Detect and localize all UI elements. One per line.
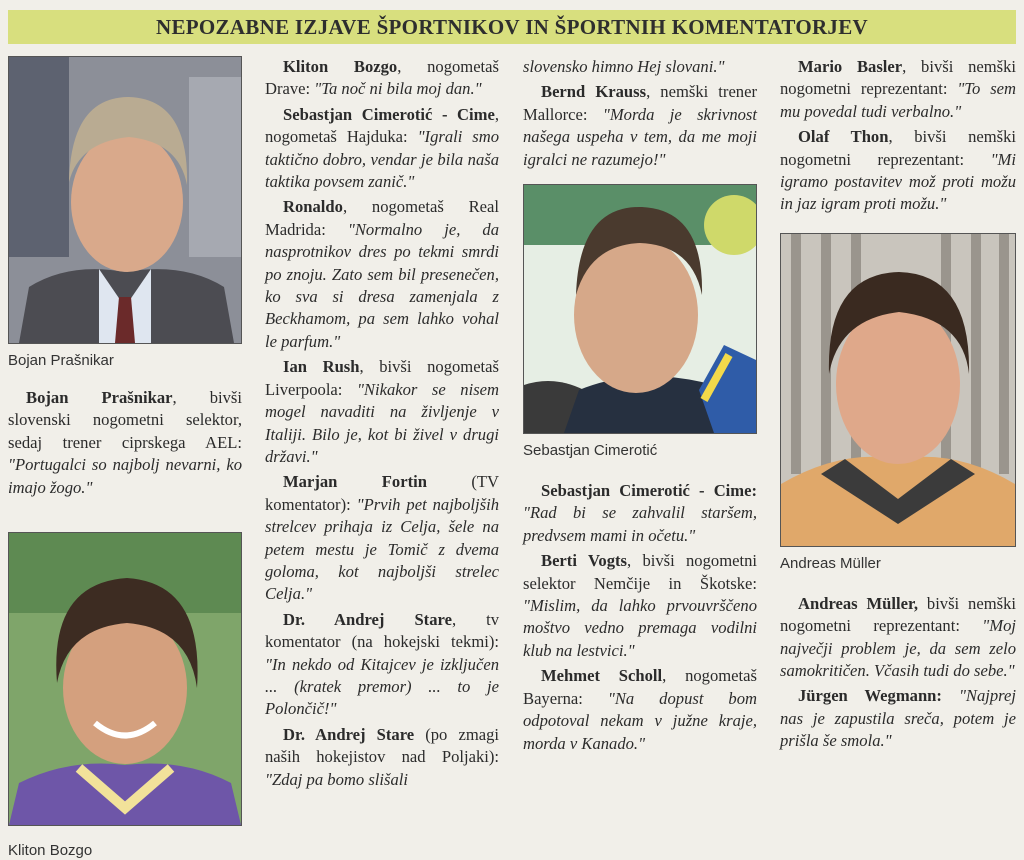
quote-text: "Normalno je, da nasprotnikov dres po tekmi smrdi po znoju. Zato sem bil presenečen, ko sva si dresa zamenjala z Beckhamom, pa sem lahko vohal le parfum." [265,219,499,351]
speaker-desc: , nemški trener Mallorce: [523,82,757,124]
speaker-desc: , nogometaš Drave: [265,57,499,99]
quote-paragraph [8,387,242,499]
quote-text: slovensko himno Hej slovani." [523,57,725,76]
quote-paragraph [265,724,499,791]
portrait-image [524,185,756,433]
quote-paragraph [265,104,499,194]
quote-paragraph [780,593,1016,683]
speaker-desc: , bivši nemški nogometni reprezentant: [780,127,1017,169]
quote-paragraph [265,196,499,353]
speaker-name: Ian Rush [283,357,360,377]
quote-text: "Zdaj pa bomo slišali [265,769,408,789]
photo-caption: Andreas Müller [780,554,881,572]
speaker-desc: , bivši nogometni selektor Nemčije in Škotske: [523,551,757,593]
speaker-name: Bernd Krauss [541,82,647,102]
quote-text: "To sem mu povedal tudi verbalno." [780,79,1016,121]
quote-paragraph [265,356,499,468]
photo-caption: Kliton Bozgo [8,842,93,859]
speaker-desc: , bivši nemški nogometni reprezentant: [780,57,1017,99]
quote-text: "Igrali smo taktično dobro, vendar je bila naša taktika povsem zanič." [265,127,500,192]
speaker-desc: , tv komentator (na hokejski tekmi): [265,609,499,652]
column-1 [8,56,242,859]
speaker-desc: bivši nemški nogometni reprezentant: [780,593,1016,636]
speaker-name: Dr. Andrej Stare [283,724,415,744]
quote-text: "In nekdo od Kitajcev je izključen ... (kratek premor) ... to je Polončič!" [265,654,499,719]
quote-paragraph [523,56,757,78]
photo-andreas-muller [780,233,1016,547]
speaker-name: Ronaldo [283,197,343,217]
photo-caption: Bojan Prašnikar [8,352,114,369]
photo-bojan-prasnikar [8,56,242,344]
quote-text: "Najprej nas je zapustila sreča, potem je prišla še smola." [780,686,1016,751]
speaker-desc: , bivši nogometaš Liverpoola: [265,357,499,399]
quote-text: "Na dopust bom odpotoval nekam v južne kraje, morda v Kanado." [523,688,757,753]
speaker-desc: , nogometaš Hajduka: [265,104,499,147]
portrait-image [9,533,241,825]
speaker-desc: , nogometaš Bayerna: [523,666,757,708]
portrait-image [781,234,1015,546]
speaker-name: Bojan Prašnikar [26,388,173,407]
speaker-desc: , nogometaš Real Madrida: [265,197,499,239]
speaker-name: Sebastjan Cimerotić - Cime [283,104,495,124]
speaker-name: Jürgen Wegmann: [798,686,942,706]
quote-text: "Mislim, da lahko prvouvrščeno moštvo vedno premaga vodilni klub na lestvici." [523,596,757,660]
quote-paragraph [523,550,757,662]
column-2 [265,56,499,794]
quote-paragraph [265,56,499,101]
quote-paragraph [523,81,757,171]
quote-paragraph [523,665,757,755]
quote-paragraph [780,56,1016,123]
quote-text: "Moj največji problem je, da sem zelo samokritičen. Včasih tudi do sebe." [780,616,1016,681]
photo-kliton-bozgo [8,532,242,826]
quote-paragraph [523,480,757,547]
quote-paragraph [265,471,499,605]
speaker-name: Kliton Bozgo [283,57,398,76]
speaker-name: Mehmet Scholl [541,666,663,686]
speaker-name: Marjan Fortin [283,472,427,492]
quote-text: "Ta noč ni bila moj dan." [314,79,482,99]
speaker-name: Andreas Müller, [798,593,918,613]
quote-text: "Portugalci so najbolj nevarni, ko imajo žogo." [8,455,242,497]
photo-caption: Sebastjan Cimerotić [523,442,658,460]
quote-text: "Mi igramo postavitev mož proti možu in jaz igram proti možu." [780,149,1016,214]
speaker-name: Olaf Thon [798,127,889,147]
portrait-image [9,57,241,343]
quote-paragraph [780,126,1016,216]
quote-text: "Prvih pet najboljših strelcev prihaja iz Celja, šele na petem mestu je Tomič z dvema goloma, kot najboljši strelec Celja." [265,494,499,604]
speaker-desc [942,686,959,705]
quote-text: "Rad bi se zahvalil staršem, predvsem mami in očetu." [523,503,757,545]
photo-sebastjan-cimerotic [523,184,757,434]
headline: NEPOZABNE IZJAVE ŠPORTNIKOV IN ŠPORTNIH KOMENTATORJEV [8,10,1016,44]
column-4 [780,56,1016,756]
speaker-name: Berti Vogts [541,551,627,571]
speaker-name: Mario Basler [798,57,903,76]
speaker-name: Sebastjan Cimerotić - Cime: [541,481,757,501]
speaker-desc: (po zmagi naših hokejistov nad Poljaki): [265,724,500,767]
speaker-desc: (TV komentator): [265,472,500,514]
quote-paragraph [265,609,499,721]
column-3 [523,56,757,758]
speaker-desc: , bivši slovenski nogometni selektor, sedaj trener ciprskega AEL: [8,388,242,452]
quote-paragraph [780,685,1016,752]
quote-text: "Nikakor se nisem mogel navaditi na življenje v Italiji. Bilo je, kot bi živel v drugi državi." [265,379,499,466]
quote-text: "Morda je skrivnost našega uspeha v tem, da me moji igralci ne razumejo!" [523,104,758,169]
speaker-name: Dr. Andrej Stare [283,609,452,629]
